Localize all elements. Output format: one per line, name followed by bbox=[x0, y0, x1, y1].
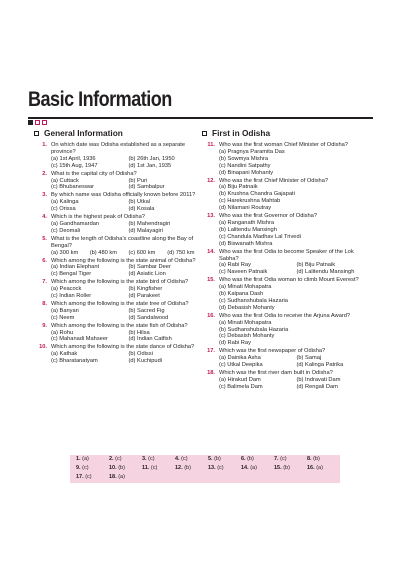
option-text: (a) Ranganath Mishra bbox=[219, 219, 275, 226]
option-grid bbox=[202, 184, 374, 212]
answer-entry bbox=[208, 455, 241, 464]
answer-value: (b) bbox=[247, 456, 254, 462]
option-text: (d) Malayagiri bbox=[128, 227, 163, 234]
answer-entry bbox=[76, 455, 109, 464]
option-text: (d) Indian Catfish bbox=[128, 336, 172, 343]
option-text: (b) Sudhanshubala Hazaria bbox=[219, 326, 289, 333]
question-item bbox=[202, 277, 374, 312]
question-item bbox=[202, 178, 374, 213]
question-text: Who was the first Odia woman to climb Mount Everest? bbox=[219, 277, 359, 284]
answer-key bbox=[70, 455, 340, 483]
question-item bbox=[34, 192, 206, 213]
question-item bbox=[202, 370, 374, 391]
title-rule bbox=[28, 117, 373, 119]
answer-value: (a) bbox=[118, 474, 125, 480]
option-text: (b) Biju Patnaik bbox=[296, 262, 336, 269]
question-number: 3. bbox=[42, 192, 47, 199]
option-text: (b) Indravati Dam bbox=[296, 376, 341, 383]
question-number: 12. bbox=[207, 177, 215, 184]
question-item bbox=[202, 213, 374, 248]
question-text: Who was the first Chief Minister of Odisha? bbox=[219, 177, 329, 184]
question-list bbox=[202, 142, 374, 391]
general-information-column bbox=[34, 128, 206, 366]
option-grid bbox=[202, 355, 374, 369]
question-text: Who was the first woman Chief Minister of Odisha? bbox=[219, 142, 348, 148]
option-text: (d) 1st Jan, 1935 bbox=[128, 162, 172, 169]
option-text: (d) Kalinga Patrika bbox=[296, 362, 344, 369]
question-text: Which is the highest peak of Odisha? bbox=[51, 214, 145, 221]
question-item bbox=[34, 279, 206, 300]
answer-entry bbox=[76, 473, 109, 482]
option-text: (a) Kalinga bbox=[51, 199, 79, 206]
question-text: On which date was Odisha established as a separate province? bbox=[51, 142, 186, 155]
option-text: (d) Asiatic Lion bbox=[128, 271, 166, 278]
question-text: Which among the following is the state fish of Odisha? bbox=[51, 322, 188, 329]
question-row bbox=[34, 301, 206, 308]
answer-entry bbox=[175, 464, 208, 473]
option-text: (a) Banyan bbox=[51, 307, 79, 314]
answer-number: 14. bbox=[241, 465, 249, 471]
answer-number: 9. bbox=[76, 465, 81, 471]
question-number: 5. bbox=[42, 235, 47, 242]
question-row bbox=[34, 142, 206, 156]
answer-value: (c) bbox=[82, 465, 89, 471]
option-grid bbox=[34, 286, 206, 300]
question-number: 17. bbox=[207, 348, 215, 355]
question-number: 18. bbox=[207, 370, 215, 376]
answer-value: (a) bbox=[250, 465, 257, 471]
dark-square-icon bbox=[28, 120, 33, 125]
option-text: (a) 300 km bbox=[51, 249, 79, 256]
answer-value: (c) bbox=[217, 465, 224, 471]
question-number: 10. bbox=[39, 344, 47, 351]
question-item bbox=[202, 142, 374, 177]
option-text: (d) Binapani Mohanty bbox=[219, 169, 274, 176]
answer-entry bbox=[307, 464, 340, 473]
question-list bbox=[34, 142, 206, 365]
option-text: (d) 750 km bbox=[167, 249, 195, 256]
option-text: (d) Lalitendu Mansingh bbox=[296, 269, 355, 276]
option-text: (a) Cuttack bbox=[51, 177, 79, 184]
question-row bbox=[202, 178, 374, 185]
option-text: (b) Sacred Fig bbox=[128, 307, 165, 314]
option-text: (c) Deomali bbox=[51, 227, 81, 234]
option-text: (c) Debasish Mohanty bbox=[219, 333, 275, 340]
question-row bbox=[202, 213, 374, 220]
question-row bbox=[202, 277, 374, 284]
option-text: (c) Naveen Patnaik bbox=[219, 269, 268, 276]
answer-number: 10. bbox=[109, 465, 117, 471]
option-text: (c) Neem bbox=[51, 314, 75, 321]
option-grid bbox=[202, 262, 374, 276]
question-item bbox=[34, 214, 206, 235]
answer-value: (b) bbox=[283, 465, 290, 471]
option-text: (d) Rengali Dam bbox=[296, 383, 338, 390]
option-grid bbox=[202, 377, 374, 391]
question-number: 1. bbox=[42, 142, 47, 148]
option-text: (b) Sambar Deer bbox=[128, 264, 171, 271]
option-text: (a) Pragnya Paramita Das bbox=[219, 148, 285, 155]
question-text: By which name was Odisha officially known before 2011? bbox=[51, 192, 196, 199]
option-text: (b) Odissi bbox=[128, 351, 153, 358]
option-text: (d) Sambalpur bbox=[128, 184, 165, 191]
answer-entry bbox=[307, 455, 340, 464]
option-text: (a) Peacock bbox=[51, 286, 82, 293]
question-number: 2. bbox=[42, 170, 47, 177]
answer-number: 7. bbox=[274, 456, 279, 462]
option-text: (d) Parakeet bbox=[128, 293, 160, 300]
answer-number: 2. bbox=[109, 456, 114, 462]
question-row bbox=[34, 258, 206, 265]
option-text: (a) Hirakud Dam bbox=[219, 376, 261, 383]
answer-entry bbox=[241, 464, 274, 473]
question-text: Who was the first Odia to receive the Arjuna Award? bbox=[219, 312, 351, 319]
question-row bbox=[34, 279, 206, 286]
option-text: (a) Rohu bbox=[51, 329, 74, 336]
option-text: (d) Kosala bbox=[128, 206, 155, 213]
question-item bbox=[34, 344, 206, 365]
outline-square-icon bbox=[35, 120, 40, 125]
question-row bbox=[34, 236, 206, 250]
option-text: (d) Biswanath Mishra bbox=[219, 240, 273, 247]
option-text: (d) Nilamani Routray bbox=[219, 205, 272, 212]
answer-number: 8. bbox=[307, 456, 312, 462]
option-text: (b) Samaj bbox=[296, 355, 322, 362]
answer-value: (b) bbox=[214, 456, 221, 462]
answer-value: (c) bbox=[280, 456, 287, 462]
question-item bbox=[34, 258, 206, 279]
question-number: 14. bbox=[207, 248, 215, 255]
question-number: 4. bbox=[42, 214, 47, 221]
option-text: (b) 26th Jan, 1950 bbox=[128, 155, 175, 162]
option-text: (b) Sowmya Mishra bbox=[219, 155, 268, 162]
checkbox-icon bbox=[34, 131, 39, 136]
question-number: 9. bbox=[42, 322, 47, 329]
option-text: (a) Rabi Ray bbox=[219, 262, 251, 269]
option-grid bbox=[34, 351, 206, 365]
option-text: (c) 600 km bbox=[128, 249, 156, 256]
answer-number: 5. bbox=[208, 456, 213, 462]
question-text: Which among the following is the state animal of Odisha? bbox=[51, 257, 196, 264]
option-text: (b) Mahendragiri bbox=[128, 220, 171, 227]
option-grid bbox=[34, 156, 206, 170]
answer-value: (a) bbox=[316, 465, 323, 471]
option-text: (b) Hilsa bbox=[128, 329, 150, 336]
page-title: Basic Information bbox=[28, 88, 172, 111]
option-text: (a) Indian Elephant bbox=[51, 264, 100, 271]
option-text: (a) Dainika Asha bbox=[219, 355, 261, 362]
option-text: (c) Indian Roller bbox=[51, 293, 92, 300]
option-grid bbox=[34, 250, 206, 257]
option-text: (c) Nandini Satpathy bbox=[219, 162, 271, 169]
question-row bbox=[34, 214, 206, 221]
option-grid bbox=[34, 264, 206, 278]
answer-entry bbox=[175, 455, 208, 464]
question-number: 16. bbox=[207, 312, 215, 319]
question-item bbox=[34, 323, 206, 344]
answer-entry bbox=[274, 464, 307, 473]
option-text: (c) Balimela Dam bbox=[219, 383, 263, 390]
option-text: (c) Mahanadi Mahseer bbox=[51, 336, 108, 343]
option-text: (b) Krushna Chandra Gajapati bbox=[219, 191, 295, 198]
question-number: 6. bbox=[42, 257, 47, 264]
question-item bbox=[202, 313, 374, 348]
option-text: (c) Bharatanatyam bbox=[51, 358, 98, 365]
option-grid bbox=[34, 330, 206, 344]
option-text: (b) Kalpana Dash bbox=[219, 291, 264, 298]
question-text: Who was the first Governor of Odisha? bbox=[219, 213, 317, 220]
question-text: Which was the first river dam built in Odisha? bbox=[219, 370, 333, 376]
question-row bbox=[202, 313, 374, 320]
option-text: (c) Chandula Madhav Lal Trivedi bbox=[219, 233, 301, 240]
option-text: (a) Minati Mohapatra bbox=[219, 319, 272, 326]
answer-entry bbox=[109, 473, 142, 482]
option-grid bbox=[202, 220, 374, 248]
checkbox-icon bbox=[202, 131, 207, 136]
option-text: (a) Gandhamardan bbox=[51, 220, 100, 227]
answer-value: (c) bbox=[85, 474, 92, 480]
question-number: 11. bbox=[207, 142, 215, 148]
option-grid bbox=[202, 149, 374, 177]
answer-row bbox=[70, 455, 340, 464]
question-text: Which among the following is the state bird of Odisha? bbox=[51, 279, 189, 286]
answer-value: (b) bbox=[313, 456, 320, 462]
section-heading bbox=[34, 128, 206, 138]
option-text: (c) 15th Aug, 1947 bbox=[51, 162, 98, 169]
question-text: What is the length of Odisha's coastline along the Bay of Bengal? bbox=[51, 235, 194, 249]
answer-number: 16. bbox=[307, 465, 315, 471]
option-text: (b) Utkal bbox=[128, 199, 150, 206]
question-item bbox=[34, 142, 206, 170]
answer-number: 6. bbox=[241, 456, 246, 462]
question-item bbox=[34, 171, 206, 192]
outline-square-icon bbox=[42, 120, 47, 125]
option-text: (c) Orissa bbox=[51, 206, 76, 213]
option-text: (a) 1st April, 1936 bbox=[51, 155, 96, 162]
question-text: Who was the first Odia to become Speaker of the Lok Sabha? bbox=[219, 248, 354, 262]
question-text: What is the capital city of Odisha? bbox=[51, 170, 137, 177]
section-heading-label: General Information bbox=[44, 128, 123, 138]
answer-number: 17. bbox=[76, 474, 84, 480]
question-number: 8. bbox=[42, 300, 47, 307]
option-text: (d) Debasish Mohanty bbox=[219, 304, 275, 311]
question-row bbox=[202, 249, 374, 263]
question-number: 7. bbox=[42, 279, 47, 286]
question-row bbox=[34, 192, 206, 199]
answer-number: 18. bbox=[109, 474, 117, 480]
question-row bbox=[202, 370, 374, 377]
answer-value: (c) bbox=[181, 456, 188, 462]
answer-entry bbox=[274, 455, 307, 464]
option-grid bbox=[202, 320, 374, 348]
question-text: Which was the first newspaper of Odisha? bbox=[219, 348, 326, 355]
option-grid bbox=[34, 308, 206, 322]
option-text: (c) Utkal Deepika bbox=[219, 362, 263, 369]
option-text: (a) Minati Mohapatra bbox=[219, 284, 272, 291]
answer-value: (a) bbox=[82, 456, 89, 462]
answer-number: 15. bbox=[274, 465, 282, 471]
answer-number: 13. bbox=[208, 465, 216, 471]
title-squares bbox=[28, 120, 47, 125]
answer-number: 11. bbox=[142, 465, 150, 471]
question-number: 15. bbox=[207, 277, 215, 284]
answer-entry bbox=[208, 464, 241, 473]
option-text: (c) Sudhanshubala Hazaria bbox=[219, 297, 288, 304]
question-item bbox=[202, 249, 374, 277]
answer-entry bbox=[76, 464, 109, 473]
question-text: Which among the following is the state dance of Odisha? bbox=[51, 344, 195, 351]
question-item bbox=[34, 301, 206, 322]
answer-value: (c) bbox=[115, 456, 122, 462]
option-text: (c) Harekrushna Mahtab bbox=[219, 198, 281, 205]
question-item bbox=[202, 348, 374, 369]
answer-number: 1. bbox=[76, 456, 81, 462]
option-grid bbox=[34, 199, 206, 213]
answer-value: (b) bbox=[184, 465, 191, 471]
answer-entry bbox=[109, 464, 142, 473]
section-heading-label: First in Odisha bbox=[212, 128, 271, 138]
answer-entry bbox=[142, 455, 175, 464]
answer-entry bbox=[241, 455, 274, 464]
question-row bbox=[34, 323, 206, 330]
option-text: (d) Kuchipudi bbox=[128, 358, 163, 365]
question-text: Which among the following is the state tree of Odisha? bbox=[51, 300, 189, 307]
answer-number: 3. bbox=[142, 456, 147, 462]
answer-row bbox=[70, 473, 340, 482]
section-heading bbox=[202, 128, 374, 138]
answer-number: 12. bbox=[175, 465, 183, 471]
question-item bbox=[34, 236, 206, 257]
answer-entry bbox=[142, 464, 175, 473]
answer-entry bbox=[109, 455, 142, 464]
question-row bbox=[202, 348, 374, 355]
option-grid bbox=[34, 221, 206, 235]
option-text: (b) Lalitendu Mansingh bbox=[219, 226, 277, 233]
option-text: (b) 480 km bbox=[89, 249, 117, 256]
answer-value: (c) bbox=[148, 456, 155, 462]
answer-row bbox=[70, 464, 340, 473]
option-text: (d) Rabi Ray bbox=[219, 340, 251, 347]
option-text: (a) Biju Patnaik bbox=[219, 184, 258, 191]
option-text: (d) Sandalwood bbox=[128, 314, 169, 321]
question-number: 13. bbox=[207, 213, 215, 220]
answer-number: 4. bbox=[175, 456, 180, 462]
first-in-odisha-column bbox=[202, 128, 374, 392]
question-row bbox=[34, 171, 206, 178]
question-row bbox=[202, 142, 374, 149]
question-row bbox=[34, 344, 206, 351]
option-text: (b) Puri bbox=[128, 177, 148, 184]
answer-value: (c) bbox=[150, 465, 158, 471]
option-text: (a) Kathak bbox=[51, 351, 78, 358]
option-text: (c) Bengal Tiger bbox=[51, 271, 92, 278]
option-grid bbox=[34, 178, 206, 192]
option-text: (c) Bhubaneswar bbox=[51, 184, 94, 191]
answer-value: (b) bbox=[118, 465, 125, 471]
option-text: (b) Kingfisher bbox=[128, 286, 163, 293]
option-grid bbox=[202, 284, 374, 312]
